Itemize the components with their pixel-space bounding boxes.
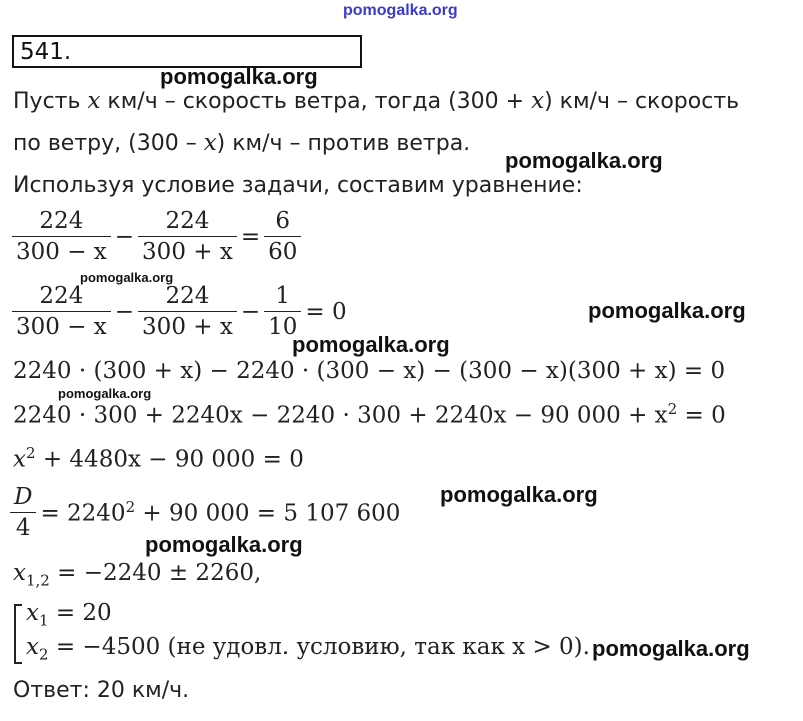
text-line-3: Используя условие задачи, составим уравнение: (13, 173, 583, 198)
equation-2: $\frac{224}{300 - x}$ − $\frac{224}{300 + x}$ − $\frac{1}{10}$ = 0 (12, 283, 351, 340)
equation-4: 2240 · 300 + 2240x − 2240 · 300 + 2240x − 90 $000 + x^2 = 0$ (13, 400, 726, 429)
equation-1: $\frac{224}{300 - x}$ − $\frac{224}{300 + x}$ = $\frac{6}{60}$ (12, 208, 301, 265)
text-line-1: Пусть x км/ч – скорость ветра, тогда (300 + x) км/ч – скорость (13, 88, 740, 114)
system-row-2: $x_2 = -4500$ (не удовл. условию, так как x > 0). (26, 634, 590, 664)
system-bracket (14, 604, 22, 664)
watermark: pomogalka.org (145, 532, 303, 557)
system-row-1: $x_1 = 20$ (26, 600, 112, 630)
watermark: pomogalka.org (58, 386, 152, 401)
watermark: pomogalka.org (160, 64, 318, 89)
equation-3: 2240 · (300 + x) − 2240 · (300 − x) − (300 − x)(300 + x) = 0 (13, 358, 726, 384)
text-line-2: по ветру, (300 – x) км/ч – против ветра. (13, 130, 471, 156)
watermark: pomogalka.org (588, 298, 746, 323)
watermark: pomogalka.org (505, 148, 663, 173)
watermark-top: pomogalka.org (343, 2, 458, 19)
watermark: pomogalka.org (80, 270, 174, 285)
problem-number: 541. (20, 39, 72, 65)
watermark: pomogalka.org (592, 636, 750, 661)
equation-5: $x^2 + 4480x - 90$ 000 = 0 (13, 444, 304, 473)
equation-7: $x_{1,2} = -2240 \pm 2260$, (13, 560, 262, 590)
watermark: pomogalka.org (292, 332, 450, 357)
answer: Ответ: 20 км/ч. (13, 678, 190, 703)
equation-6: $\frac{D}{4}$ = $2240^2 + 90$ 000 = 5 107 600 (10, 484, 404, 541)
watermark: pomogalka.org (440, 482, 598, 507)
